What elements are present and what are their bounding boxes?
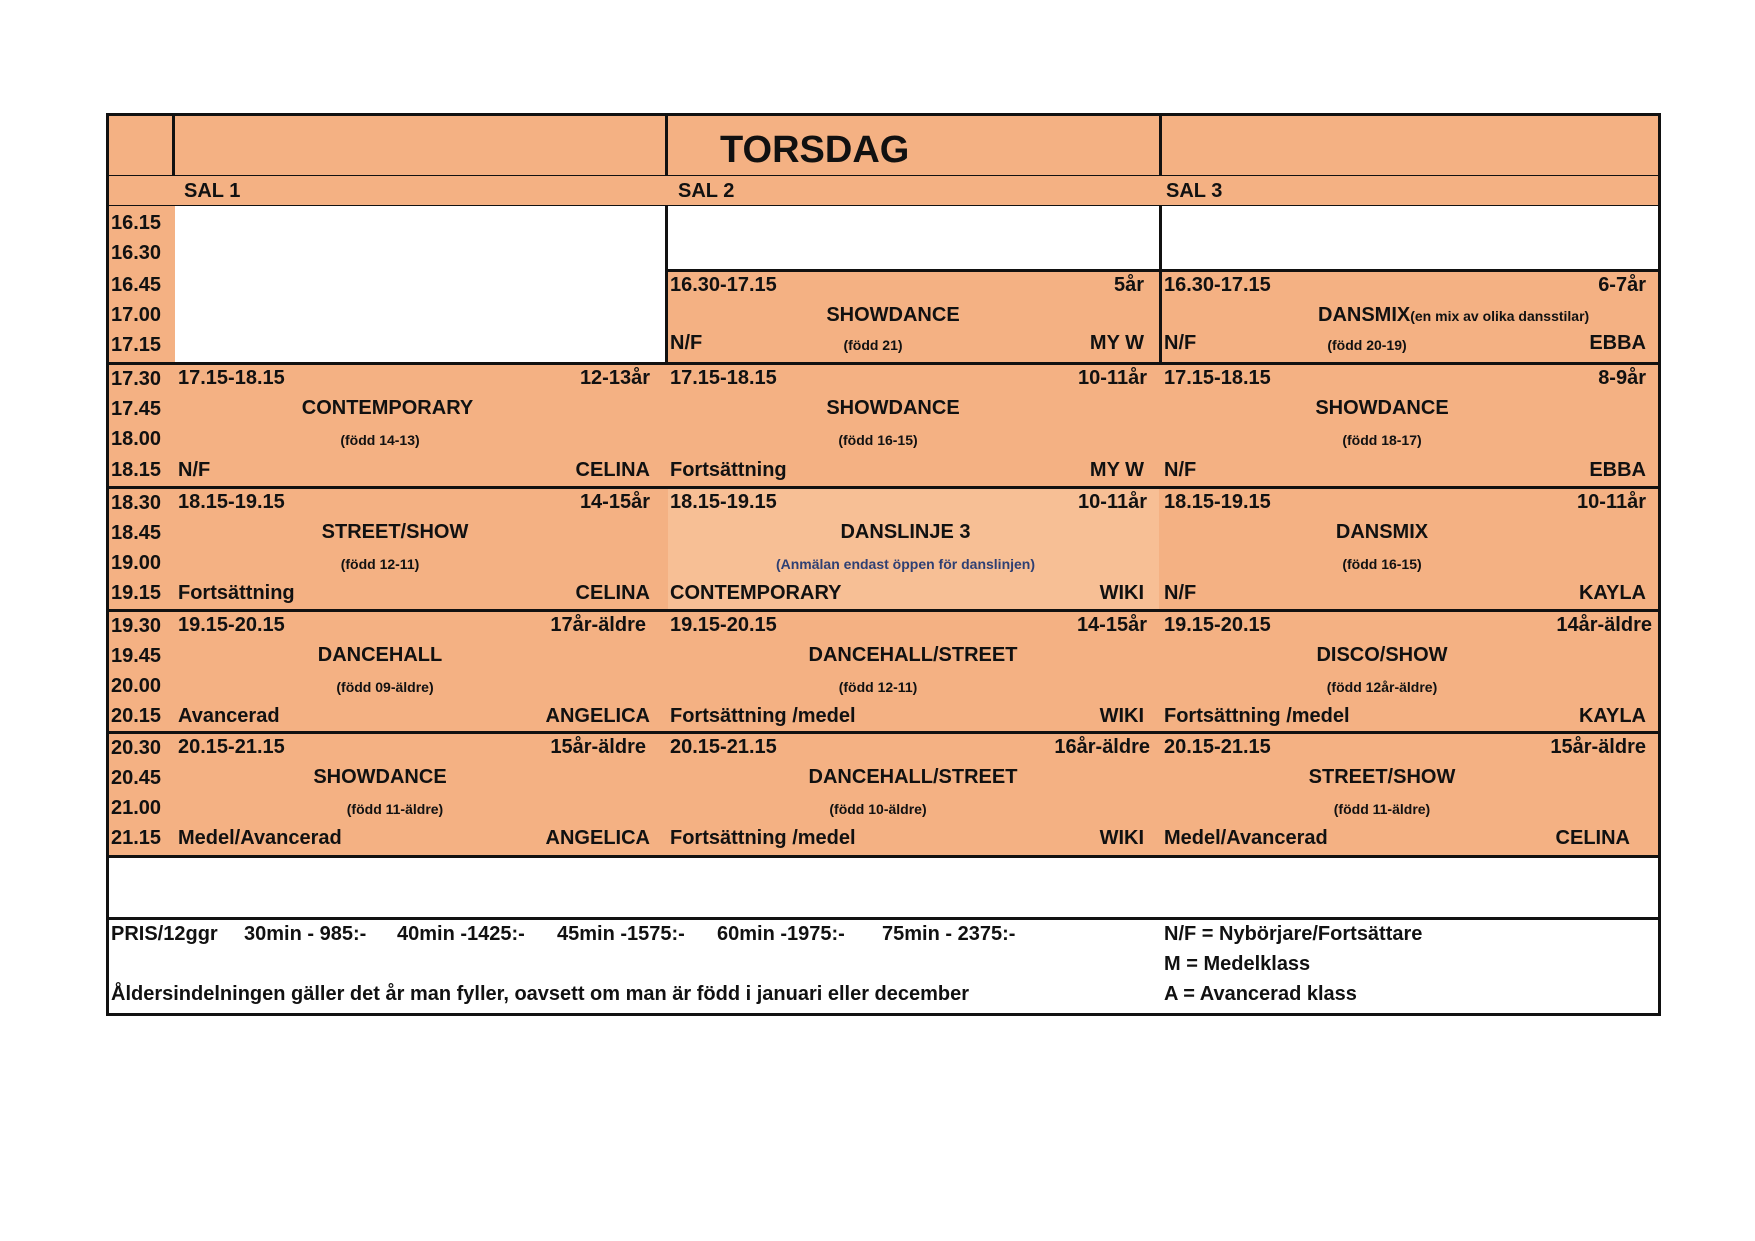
price-label: PRIS/12ggr: [111, 923, 218, 945]
class-time: 19.15-20.15: [178, 614, 285, 636]
class-name-note: (en mix av olika dansstilar): [1410, 308, 1590, 324]
class-teacher: ANGELICA: [545, 705, 650, 727]
time-label: 20.00: [111, 675, 162, 697]
class-level: CONTEMPORARY: [670, 582, 842, 604]
class-name: STREET/SHOW: [1308, 766, 1456, 788]
class-born: (född 16-15): [1342, 556, 1422, 572]
class-teacher: CELINA: [575, 582, 650, 604]
class-level: N/F: [670, 332, 703, 354]
day-title: TORSDAG: [720, 129, 910, 171]
time-label: 17.45: [111, 398, 162, 420]
class-born: (född 11-äldre): [346, 801, 444, 817]
class-teacher: KAYLA: [1578, 582, 1646, 604]
price-75: 75min - 2375:-: [882, 923, 1016, 945]
class-name: SHOWDANCE: [826, 304, 960, 326]
time-label: 19.15: [111, 582, 162, 604]
price-40: 40min -1425:-: [397, 923, 525, 945]
age-note: Åldersindelningen gäller det år man fyller, oavsett om man är född i januari eller december: [111, 983, 970, 1005]
time-label: 18.15: [111, 459, 162, 481]
class-name: DANCEHALL: [317, 644, 443, 666]
class-age: 10-11år: [1078, 367, 1147, 389]
class-time: 17.15-18.15: [670, 367, 777, 389]
class-level: Fortsättning /medel: [670, 827, 856, 849]
class-time: 17.15-18.15: [1164, 367, 1271, 389]
time-label: 19.30: [111, 615, 162, 637]
class-name: DANCEHALL/STREET: [808, 766, 1018, 788]
class-age: 10-11år: [1078, 491, 1147, 513]
class-name-main: DANSMIX: [1318, 304, 1411, 326]
class-born: (född 12-11): [838, 679, 918, 695]
class-time: 19.15-20.15: [670, 614, 777, 636]
class-born: (född 12år-äldre): [1326, 679, 1438, 695]
class-name: SHOWDANCE: [826, 397, 960, 419]
class-time: 16.30-17.15: [1164, 274, 1271, 296]
class-name: STREET/SHOW: [321, 521, 469, 543]
time-label: 17.30: [111, 368, 162, 390]
time-label: 19.00: [111, 552, 162, 574]
class-teacher: WIKI: [1099, 582, 1144, 604]
time-label: 20.30: [111, 737, 162, 759]
price-45: 45min -1575:-: [557, 923, 685, 945]
class-level: Avancerad: [178, 705, 280, 727]
class-level: Fortsättning /medel: [670, 705, 856, 727]
class-age: 16år-äldre: [1054, 736, 1150, 758]
class-time: 18.15-19.15: [670, 491, 777, 513]
class-name: DANSMIX: [1335, 521, 1429, 543]
class-age: 10-11år: [1577, 491, 1646, 513]
time-label: 16.15: [111, 212, 162, 234]
time-label: 20.45: [111, 767, 162, 789]
class-born: (född 09-äldre): [336, 679, 434, 695]
time-label: 19.45: [111, 645, 162, 667]
legend-nf: N/F = Nybörjare/Fortsättare: [1164, 923, 1423, 945]
class-born: (född 12-11): [340, 556, 420, 572]
class-age: 6-7år: [1598, 274, 1646, 296]
price-30: 30min - 985:-: [244, 923, 367, 945]
class-level: Fortsättning: [178, 582, 295, 604]
class-born: (född 10-äldre): [829, 801, 927, 817]
class-teacher: WIKI: [1099, 827, 1144, 849]
room-header-sal2: SAL 2: [678, 180, 735, 202]
class-time: 17.15-18.15: [178, 367, 285, 389]
class-born: (född 21): [843, 337, 903, 353]
class-born: (född 14-13): [340, 432, 420, 448]
time-label: 16.45: [111, 274, 162, 296]
time-label: 17.00: [111, 304, 162, 326]
class-teacher: EBBA: [1589, 459, 1646, 481]
class-time: 16.30-17.15: [670, 274, 777, 296]
time-label: 18.45: [111, 522, 162, 544]
class-time: 20.15-21.15: [1164, 736, 1271, 758]
class-level: N/F: [1164, 332, 1197, 354]
legend-m: M = Medelklass: [1164, 953, 1311, 975]
time-label: 21.15: [111, 827, 162, 849]
room-header-sal1: SAL 1: [184, 180, 241, 202]
class-name: CONTEMPORARY: [301, 397, 474, 419]
class-born: (född 16-15): [838, 432, 918, 448]
class-teacher: CELINA: [1555, 827, 1630, 849]
class-name: DANCEHALL/STREET: [808, 644, 1018, 666]
class-teacher: MY W: [1089, 459, 1144, 481]
class-time: 20.15-21.15: [178, 736, 285, 758]
class-name: DISCO/SHOW: [1316, 644, 1448, 666]
class-level: N/F: [178, 459, 211, 481]
class-level: N/F: [1164, 459, 1197, 481]
price-60: 60min -1975:-: [717, 923, 845, 945]
class-name: SHOWDANCE: [1315, 397, 1449, 419]
class-note: (Anmälan endast öppen för danslinjen): [775, 556, 1036, 572]
class-teacher: ANGELICA: [545, 827, 650, 849]
class-time: 18.15-19.15: [1164, 491, 1271, 513]
class-teacher: MY W: [1089, 332, 1144, 354]
room-header-sal3: SAL 3: [1166, 180, 1223, 202]
class-age: 8-9år: [1598, 367, 1646, 389]
time-label: 18.30: [111, 492, 162, 514]
time-label: 21.00: [111, 797, 162, 819]
class-born: (född 18-17): [1342, 432, 1422, 448]
class-name: DANSLINJE 3: [840, 521, 971, 543]
class-teacher: EBBA: [1589, 332, 1646, 354]
time-label: 17.15: [111, 334, 162, 356]
class-level: Fortsättning /medel: [1164, 705, 1350, 727]
class-age: 14-15år: [579, 491, 650, 513]
class-level: Medel/Avancerad: [178, 827, 342, 849]
class-level: N/F: [1164, 582, 1197, 604]
time-label: 16.30: [111, 242, 162, 264]
class-time: 19.15-20.15: [1164, 614, 1271, 636]
class-level: Medel/Avancerad: [1164, 827, 1328, 849]
class-level: Fortsättning: [670, 459, 787, 481]
class-name: [1318, 303, 1589, 328]
class-age: 12-13år: [579, 367, 650, 389]
class-name: SHOWDANCE: [313, 766, 447, 788]
time-label: 18.00: [111, 428, 162, 450]
legend-a: A = Avancerad klass: [1164, 983, 1357, 1005]
class-age: 15år-äldre: [1550, 736, 1646, 758]
class-time: 18.15-19.15: [178, 491, 285, 513]
class-age: 14-15år: [1076, 614, 1147, 636]
class-teacher: KAYLA: [1578, 705, 1646, 727]
time-label: 20.15: [111, 705, 162, 727]
class-born: (född 11-äldre): [1333, 801, 1431, 817]
spacer-box: [106, 855, 1661, 920]
class-teacher: WIKI: [1099, 705, 1144, 727]
class-age: 5år: [1113, 274, 1144, 296]
class-teacher: CELINA: [575, 459, 650, 481]
class-born: (född 20-19): [1327, 337, 1407, 353]
room-header-row: [106, 176, 1661, 208]
class-age: 17år-äldre: [550, 614, 646, 636]
class-age: 15år-äldre: [550, 736, 646, 758]
class-time: 20.15-21.15: [670, 736, 777, 758]
class-age: 14år-äldre: [1556, 614, 1652, 636]
